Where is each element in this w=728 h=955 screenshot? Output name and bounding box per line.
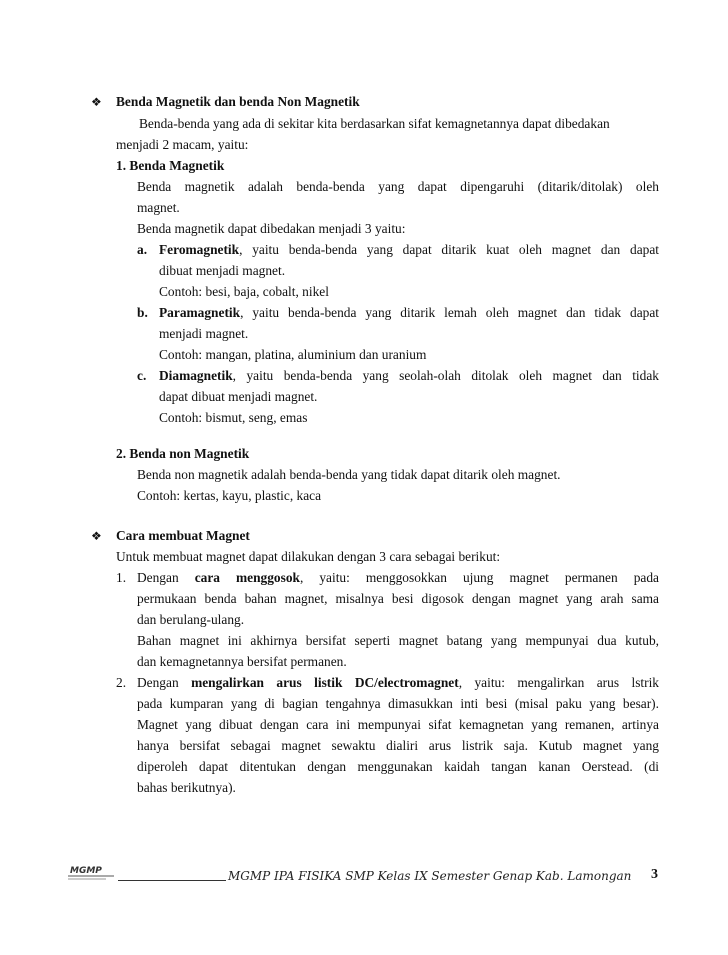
paragraph-line: Magnet yang dibuat dengan cara ini mempunyai sifat kemagnetan yang remanen, artinya [137,717,659,732]
section-heading-benda-magnetik: Benda Magnetik dan benda Non Magnetik [116,94,360,109]
sub-item-letter: c. [137,368,147,383]
paragraph-line: bahas berikutnya). [137,780,236,795]
paragraph-line: Benda magnetik adalah benda-benda yang dapat dipengaruhi (ditarik/ditolak) oleh [137,179,659,194]
diamond-bullet-icon: ❖ [91,529,102,543]
paragraph-line: Benda non magnetik adalah benda-benda yang tidak dapat ditarik oleh magnet. [137,467,561,482]
paragraph-line: Dengan cara menggosok, yaitu: menggosokkan ujung magnet permanen pada [137,570,659,585]
sub-item-letter: b. [137,305,148,320]
sub-item-line: dapat dibuat menjadi magnet. [159,389,318,404]
paragraph-line: permukaan benda bahan magnet, misalnya besi digosok dengan magnet yang arah sama [137,591,659,606]
paragraph-line: hanya bersifat sebagai magnet sewaktu dialiri arus listrik saja. Kutub magnet yang [137,738,659,753]
paragraph-line: Bahan magnet ini akhirnya bersifat seperti magnet batang yang mempunyai dua kutub, [137,633,659,648]
list-item-heading: 1. Benda Magnetik [116,158,225,173]
mgmp-logo-icon [66,862,116,882]
footer-divider [118,880,226,881]
svg-text:MGMP: MGMP [70,866,102,876]
paragraph-line: dan kemagnetannya bersifat permanen. [137,654,347,669]
intro-text: Untuk membuat magnet dapat dilakukan dengan 3 cara sebagai berikut: [116,549,501,564]
section-heading-cara-membuat-magnet: Cara membuat Magnet [116,528,250,543]
list-number: 2. [116,675,127,690]
example-line: Contoh: bismut, seng, emas [159,410,308,425]
example-line: Contoh: mangan, platina, aluminium dan uranium [159,347,427,362]
example-line: Contoh: kertas, kayu, plastic, kaca [137,488,322,503]
sub-item-line: Diamagnetik, yaitu benda-benda yang seolah-olah ditolak oleh magnet dan tidak [159,368,659,383]
paragraph-line: dan berulang-ulang. [137,612,245,627]
paragraph-line: magnet. [137,200,180,215]
list-item-heading: 2. Benda non Magnetik [116,446,250,461]
diamond-bullet-icon: ❖ [91,95,102,109]
paragraph-line: diperoleh dapat ditentukan dengan menggunakan kaidah tangan kanan Oerstead. (di [137,759,659,774]
page-number: 3 [651,867,658,882]
sub-item-line: dibuat menjadi magnet. [159,263,286,278]
list-number: 1. [116,570,127,585]
footer-text: MGMP IPA FISIKA SMP Kelas IX Semester Genap Kab. Lamongan [228,869,632,883]
paragraph-line: Dengan mengalirkan arus listik DC/electromagnet, yaitu: mengalirkan arus lstrik [137,675,659,690]
example-line: Contoh: besi, baja, cobalt, nikel [159,284,329,299]
paragraph-line: pada kumparan yang di bagian tengahnya dimasukkan inti besi (misal paku yang besar). [137,696,659,711]
paragraph-line: Benda magnetik dapat dibedakan menjadi 3 yaitu: [137,221,406,236]
intro-text: menjadi 2 macam, yaitu: [116,137,249,152]
sub-item-letter: a. [137,242,148,257]
sub-item-line: menjadi magnet. [159,326,249,341]
sub-item-line: Paramagnetik, yaitu benda-benda yang ditarik lemah oleh magnet dan tidak dapat [159,305,659,320]
sub-item-line: Feromagnetik, yaitu benda-benda yang dapat ditarik kuat oleh magnet dan dapat [159,242,659,257]
intro-text: Benda-benda yang ada di sekitar kita berdasarkan sifat kemagnetannya dapat dibedakan [139,116,610,131]
